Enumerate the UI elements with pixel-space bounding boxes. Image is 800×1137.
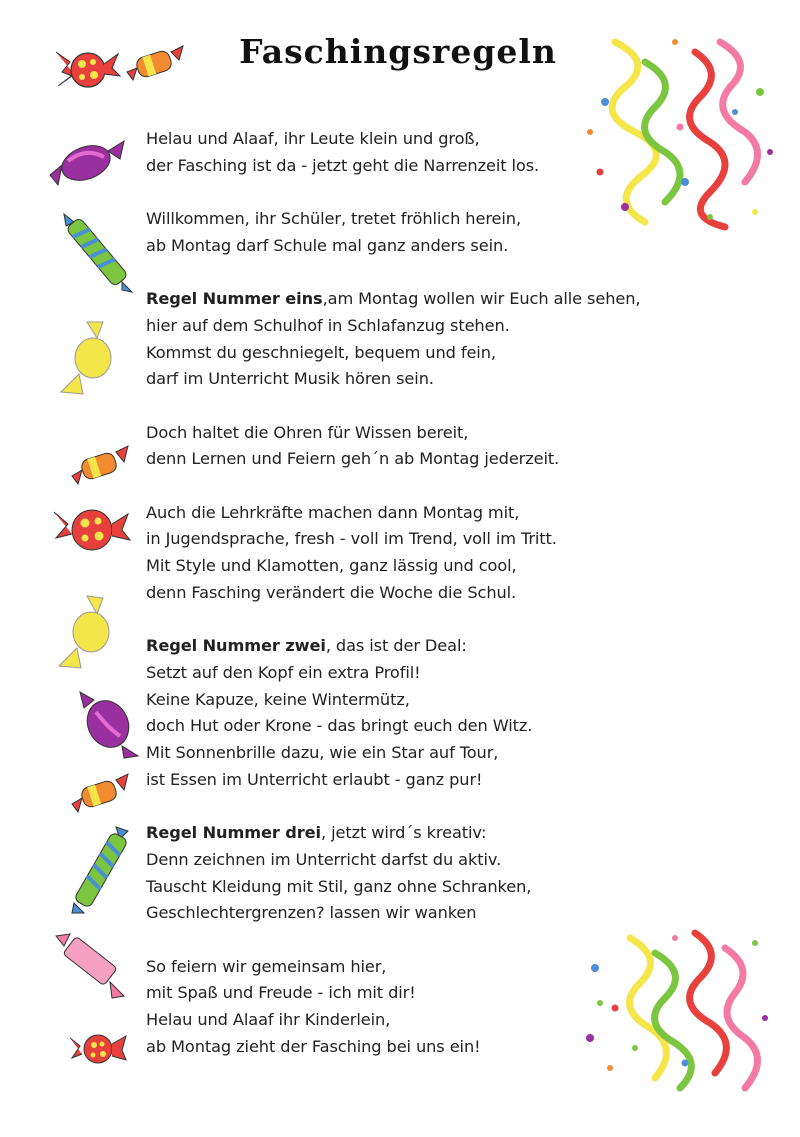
stanza-3	[146, 286, 666, 393]
stanza-2	[146, 206, 666, 259]
poem-line: Helau und Alaaf, ihr Leute klein und groß,	[146, 129, 480, 148]
poem-line: So feiern wir gemeinsam hier,	[146, 956, 387, 976]
stanza-6	[146, 633, 666, 793]
poem-line: Willkommen, ihr Schüler, tretet fröhlich herein,	[146, 209, 521, 229]
yellow-candy-icon	[57, 318, 122, 398]
rule-heading: Regel Nummer eins	[146, 289, 323, 309]
orange-wrapped-candy-icon	[70, 770, 130, 815]
yellow-candy-icon	[55, 592, 120, 672]
poem-line: Mit Sonnenbrille dazu, wie ein Star auf Tour,	[146, 743, 499, 763]
poem-line: doch Hut oder Krone - das bringt euch den Witz.	[146, 716, 533, 736]
poem-line: ab Montag darf Schule mal ganz anders sein.	[146, 235, 509, 255]
poem-line: Kommst du geschniegelt, bequem und fein,	[146, 342, 496, 362]
striped-stick-candy-icon	[66, 825, 136, 915]
poem-line: denn Fasching verändert die Woche die Schul.	[146, 582, 517, 602]
red-dotted-candy-icon	[52, 500, 132, 560]
poem-line: ist Essen im Unterricht erlaubt - ganz pur!	[146, 769, 483, 789]
purple-candy-icon	[72, 688, 142, 760]
poem-line: Tauscht Kleidung mit Stil, ganz ohne Schranken,	[146, 876, 532, 896]
pink-stick-candy-icon	[52, 928, 127, 1000]
poem-line: Auch die Lehrkräfte machen dann Montag mit,	[146, 502, 520, 522]
rule-heading: Regel Nummer drei	[146, 823, 321, 843]
orange-wrapped-candy-icon	[70, 442, 130, 487]
poem-line: Keine Kapuze, keine Wintermütz,	[146, 689, 410, 709]
poem-line: mit Spaß und Freude - ich mit dir!	[146, 983, 416, 1003]
poem-line: Regel Nummer zwei, das ist der Deal:	[146, 636, 467, 656]
poem-line: der Fasching ist da - jetzt geht die Narrenzeit los.	[146, 155, 540, 175]
orange-wrapped-candy-icon	[125, 42, 185, 84]
poem-line: hier auf dem Schulhof in Schlafanzug stehen.	[146, 315, 510, 335]
stanza-4	[146, 420, 666, 473]
stanza-1	[146, 126, 666, 179]
purple-candy-icon	[46, 133, 126, 191]
page-title: Faschingsregeln	[239, 32, 557, 71]
poem-line: Mit Style und Klamotten, ganz lässig und cool,	[146, 556, 517, 576]
poem-line: Regel Nummer eins,am Montag wollen wir Euch alle sehen,	[146, 289, 641, 309]
poem-line: darf im Unterricht Musik hören sein.	[146, 369, 434, 389]
poem	[146, 126, 666, 1061]
poem-line: Regel Nummer drei, jetzt wird´s kreativ:	[146, 823, 487, 843]
poem-line: Setzt auf den Kopf ein extra Profil!	[146, 662, 421, 682]
rule-heading: Regel Nummer zwei	[146, 636, 326, 656]
red-dotted-candy-icon	[52, 42, 122, 97]
poem-line: denn Lernen und Feiern geh´n ab Montag jederzeit.	[146, 449, 560, 469]
red-dotted-candy-icon	[68, 1028, 128, 1070]
poem-line: Geschlechtergrenzen? lassen wir wanken	[146, 903, 477, 923]
poem-line: Helau und Alaaf ihr Kinderlein,	[146, 1010, 391, 1030]
poem-line: Doch haltet die Ohren für Wissen bereit,	[146, 422, 469, 442]
striped-stick-candy-icon	[60, 210, 135, 295]
stanza-5	[146, 500, 666, 607]
poem-line: in Jugendsprache, fresh - voll im Trend, voll im Tritt.	[146, 529, 557, 549]
stanza-7	[146, 820, 666, 927]
stanza-8	[146, 954, 666, 1061]
poem-line: Denn zeichnen im Unterricht darfst du aktiv.	[146, 849, 502, 869]
poem-line: ab Montag zieht der Fasching bei uns ein!	[146, 1036, 481, 1056]
